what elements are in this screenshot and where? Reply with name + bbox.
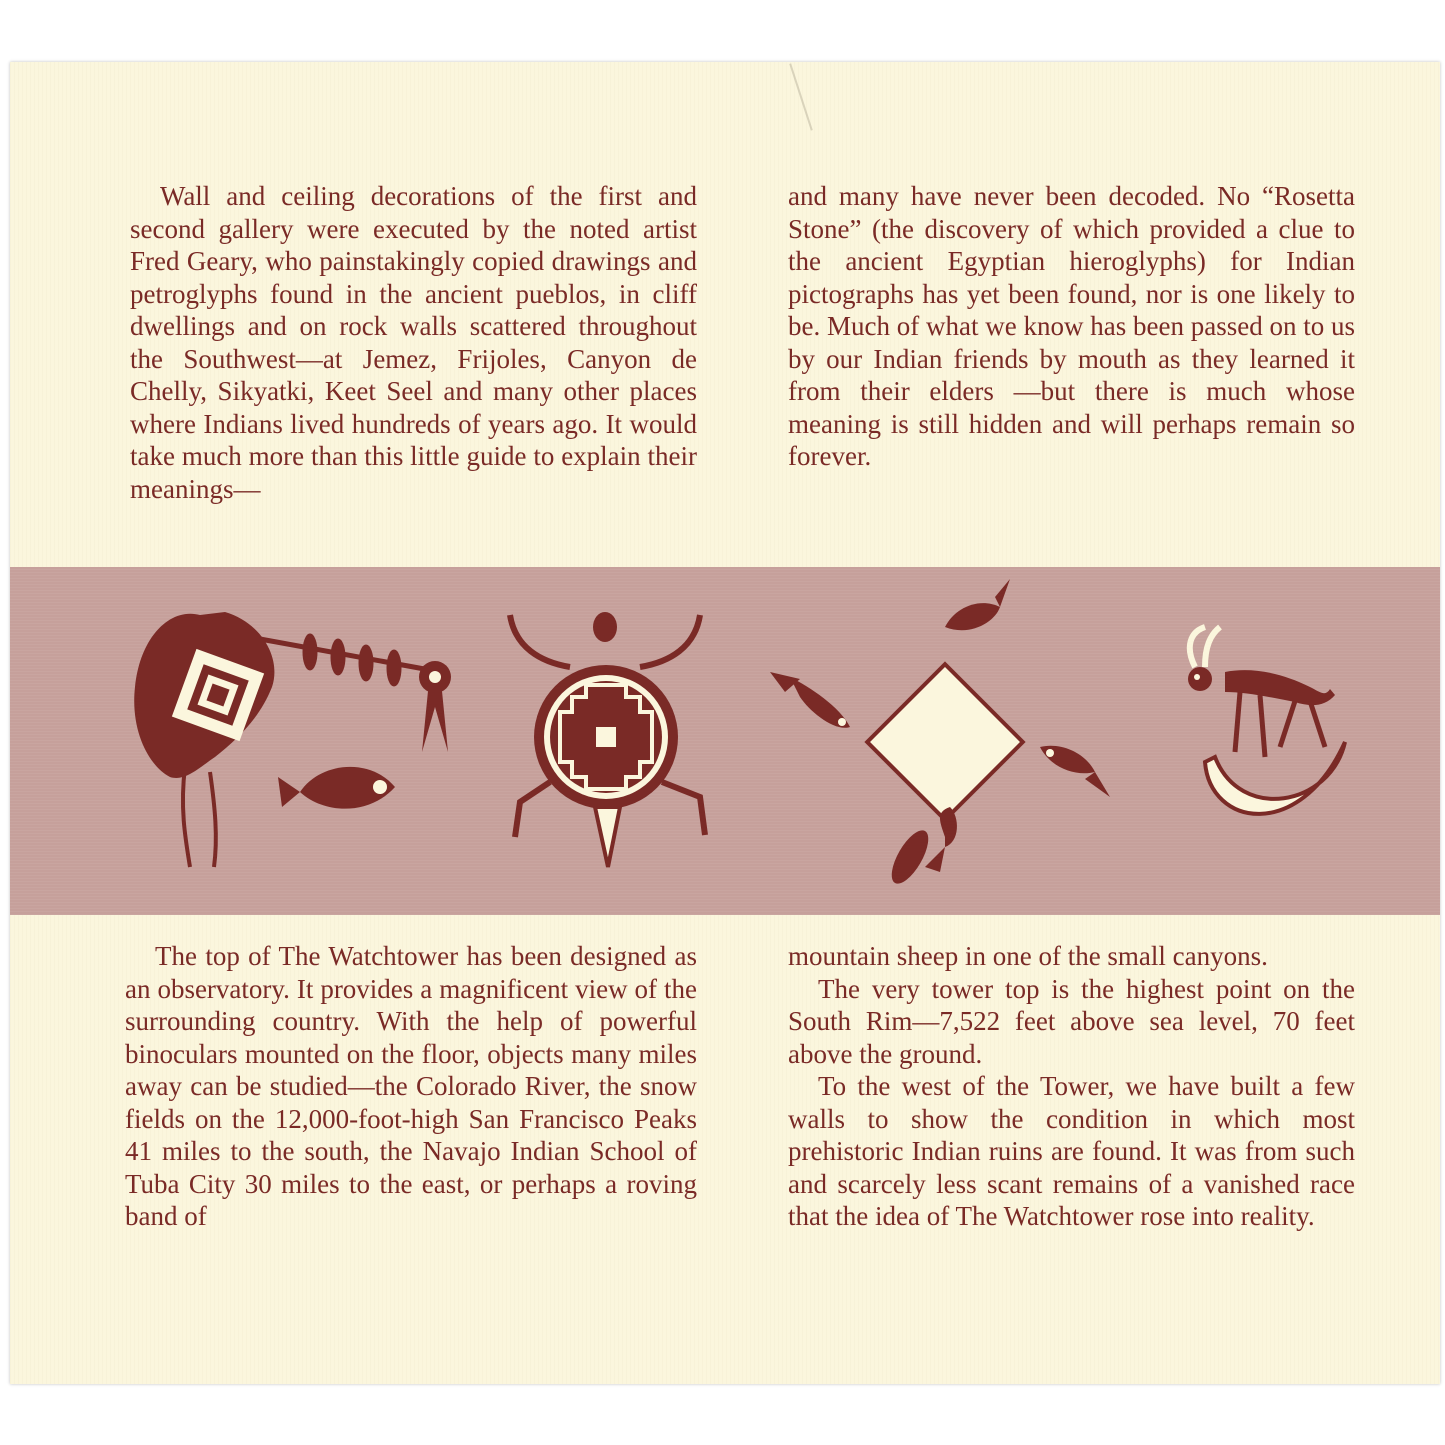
paragraph-rosetta-stone: and many have never been decoded. No “Rosetta Stone” (the discovery of which provided a clue to the ancient Egyptian hieroglyphs) for Indian pictographs has yet been found, nor is one likely to be. Much of what we know has been passed on to us by our Indian friends by mouth as they learned it from their elders —but there is much whose meaning is still hidden and will perhaps remain so forever. bbox=[788, 181, 1355, 471]
text-column-top-left bbox=[130, 180, 697, 505]
text-column-bottom-left bbox=[125, 940, 697, 1233]
paper-crease bbox=[789, 63, 813, 130]
pictograph-band bbox=[10, 567, 1440, 915]
text-column-bottom-right bbox=[788, 940, 1355, 1233]
bird-with-fish-glyph bbox=[134, 612, 451, 867]
turtle-glyph bbox=[510, 612, 705, 867]
paragraph-wall-decorations: Wall and ceiling decorations of the first and second gallery were executed by the noted artist Fred Geary, who painstakingly copied drawings and petroglyphs found in the ancient pueblos, in cliff dwellings and on rock walls scattered throughout the Southwest—at Jemez, Frijoles, Canyon de Chelly, Sikyatki, Keet Seel and many other places where Indians lived hundreds of years ago. It would take much more than this little guide to explain their meanings— bbox=[130, 181, 697, 504]
paragraph-ruins: To the west of the Tower, we have built a few walls to show the condition in which most prehistoric Indian ruins are found. It was from such and scarcely less scant remains of a vanished race that the idea of The Watchtower rose into reality. bbox=[788, 1071, 1355, 1231]
pictograph-illustration bbox=[10, 567, 1440, 915]
paragraph-tower-height: The very tower top is the highest point on the South Rim—7,522 feet above sea level, 70 feet above the ground. bbox=[788, 973, 1355, 1069]
antelope-on-crescent-moon-glyph bbox=[1188, 627, 1345, 814]
text-column-top-right bbox=[788, 180, 1355, 473]
brochure-page bbox=[10, 62, 1440, 1384]
paragraph-observatory: The top of The Watchtower has been designed as an observatory. It provides a magnificent view of the surrounding country. With the help of powerful binoculars mounted on the floor, objects many miles away can be studied—the Colorado River, the snow fields on the 12,000-foot-high San Francisco Peaks 41 miles to the south, the Navajo Indian School of Tuba City 30 miles to the east, or perhaps a roving band of bbox=[125, 941, 697, 1231]
diamond-with-four-fish-glyph bbox=[770, 579, 1110, 889]
paragraph-mountain-sheep: mountain sheep in one of the small canyons. bbox=[788, 941, 1268, 971]
